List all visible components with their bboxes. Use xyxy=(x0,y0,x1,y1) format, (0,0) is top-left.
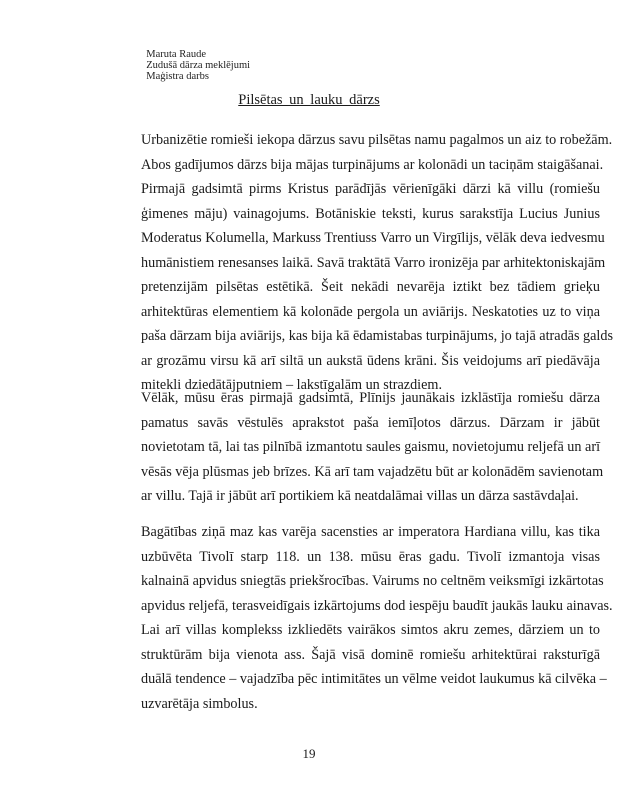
text-line: Lai arī villas komplekss izkliedēts vairākos simtos akru zemes, dārziem un to xyxy=(141,622,600,638)
text-line: Abos gadījumos dārzs bija mājas turpinājums ar kolonādi un taciņām staigāšanai. xyxy=(141,156,604,173)
paragraph-1 xyxy=(141,128,613,398)
text-line: pretenzijām pilsētas estētikā. Šeit nekādi nevarēja iztikt bez tādiem grieķu xyxy=(141,279,600,295)
text-line: Bagātības ziņā maz kas varēja sacensties ar imperatora Hardiana villu, kas tika xyxy=(141,524,600,540)
text-line: kalnainā apvidus sniegtās priekšrocības. Vairums no celtnēm veiksmīgi izkārtotas xyxy=(141,573,604,589)
text-line: ģimenes māju) vainagojums. Botāniskie teksti, kurus sarakstīja Lucius Junius xyxy=(141,205,600,222)
text-line: mitekli dziedātājputniem – lakstīgalām un strazdiem. xyxy=(141,377,443,393)
text-line: uzvarētāja simbolus. xyxy=(141,695,258,712)
text-line: struktūrām bija vienota ass. Šajā visā dominē romiešu arhitektūrai raksturīgā xyxy=(141,646,600,663)
header-author: Maruta Raude xyxy=(146,49,207,60)
text-line: Moderatus Kolumella, Markuss Trentiuss Varro un Virgīlijs, vēlāk deva iedvesmu xyxy=(141,230,605,246)
page-number: 19 xyxy=(302,746,316,761)
paragraph-3 xyxy=(141,520,613,716)
running-header xyxy=(141,38,258,82)
text-line: novietotam tā, lai tas pilnībā izmantotu saules gaismu, novietojumu reljefā un arī xyxy=(141,439,601,455)
text-line: Pirmajā gadsimtā pirms Kristus parādījās vērienīgāki dārzi kā villu (romiešu xyxy=(141,181,600,197)
text-line: duālā tendence – vajadzība pēc intimitātes un vēlme veidot laukumus kā cilvēka – xyxy=(141,671,607,687)
section-title: Pilsētas un lauku dārzs xyxy=(238,92,380,108)
text-line: arhitektūras elementiem kā kolonāde pergola un aviārijs. Neskatoties uz to viņa xyxy=(141,303,600,320)
text-line: uzbūvēta Tivolī starp 118. un 138. mūsu ēras gadu. Tivolī izmantoja visas xyxy=(141,548,600,565)
text-line: ar grozāmu virsu kā arī siltā un aukstā ūdens krāni. Šis veidojums arī piedāvāja xyxy=(141,352,600,369)
header-work-type: Maģistra darbs xyxy=(146,71,209,82)
paragraph-2 xyxy=(141,386,604,509)
text-line: ar villu. Tajā ir jābūt arī portikiem kā neatdalāmai villas un dārza sastāvdaļai. xyxy=(141,488,579,504)
text-line: Urbanizētie romieši iekopa dārzus savu pilsētas namu pagalmos un aiz to robežām. xyxy=(141,132,613,148)
text-line: pamatus savās vēstulēs aprakstot paša iemīļotos dārzus. Dārzam ir jābūt xyxy=(141,414,600,431)
header-work-title: Zudušā dārza meklējumi xyxy=(146,60,251,71)
text-line: humānistiem renesanses laikā. Savā traktātā Varro ironizēja par arhitektoniskajām xyxy=(141,254,606,271)
text-line: paša dārzam bija aviārijs, kas bija kā ēdamistabas turpinājums, jo tajā atradās galds xyxy=(141,328,613,344)
text-line: Vēlāk, mūsu ēras pirmajā gadsimtā, Plīnijs jaunākais izklāstīja romiešu dārza xyxy=(141,390,600,406)
text-line: apvidus reljefā, terasveidīgais izkārtojums dod iespēju baudīt jaukās lauku ainavas. xyxy=(141,597,613,614)
text-line: vēsās vēja plūsmas jeb brīzes. Kā arī tam vajadzētu būt ar kolonādēm savienotam xyxy=(141,463,604,480)
